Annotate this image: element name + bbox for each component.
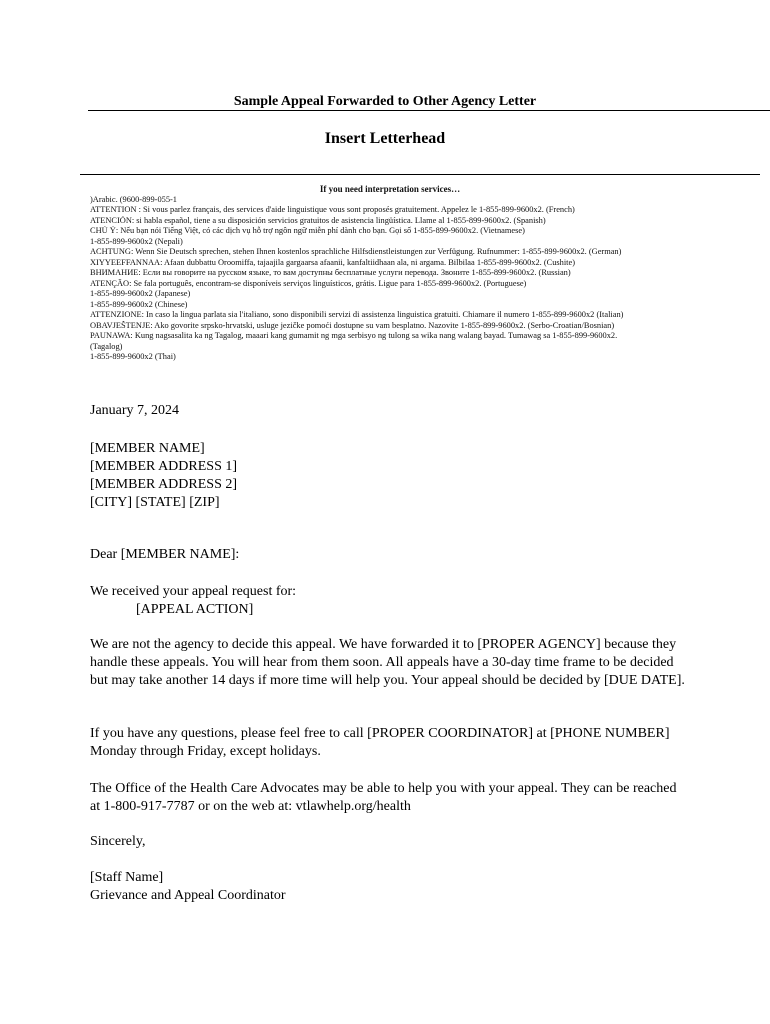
interpretation-line: PAUNAWA: Kung nagsasalita ka ng Tagalog, maaari kang gumamit ng mga serbisyo ng tulong sa wika nang walang bayad. Tumawag sa 1-855-899-9600x2. <box>90 331 618 340</box>
appeal-action: [APPEAL ACTION] <box>136 602 254 617</box>
interpretation-line: OBAVJEŠTENJE: Ako govorite srpsko-hrvatski, usluge jezičke pomoći dostupne su vam besplatno. Nazovite 1-855-899-9600x2. (Serbo-Croatian/Bosnian) <box>90 320 615 330</box>
interpretation-line: (Tagalog) <box>90 341 123 351</box>
interpretation-line: 1-855-899-9600x2 (Thai) <box>90 352 176 361</box>
letterhead-placeholder: Insert Letterhead <box>324 130 446 147</box>
member-address-1: [MEMBER ADDRESS 1] <box>90 459 238 474</box>
interpretation-line: 1-855-899-9600x2 (Chinese) <box>90 299 188 309</box>
member-name: [MEMBER NAME] <box>90 441 205 456</box>
interpretation-line: CHÚ Ý: Nếu bạn nói Tiếng Việt, có các dịch vụ hỗ trợ ngôn ngữ miễn phí dành cho bạn. Gọi số 1-855-899-9600x2. (Vietnamese) <box>90 226 525 235</box>
interpretation-notice <box>90 184 690 363</box>
interpretation-heading: If you need interpretation services… <box>319 184 461 194</box>
city-state-zip: [CITY] [STATE] [ZIP] <box>90 495 220 510</box>
letter-date: January 7, 2024 <box>90 403 180 418</box>
document-title: Sample Appeal Forwarded to Other Agency Letter <box>233 94 537 109</box>
staff-title: Grievance and Appeal Coordinator <box>90 888 286 903</box>
interpretation-line: XIYYEEFFANNAA: Afaan dubbattu Oroomiffa, tajaajila gargaarsa afaanii, kanfaltiidhaan ala, ni argama. Bilbilaa 1-855-899-9600x2. (Cushite) <box>90 257 575 267</box>
closing: Sincerely, <box>90 834 146 849</box>
staff-name: [Staff Name] <box>90 870 164 885</box>
address-block <box>90 440 690 512</box>
signature-block <box>90 869 690 905</box>
interpretation-line: ACHTUNG: Wenn Sie Deutsch sprechen, stehen Ihnen kostenlos sprachliche Hilfsdienstleistungen zur Verfügung. Rufnummer: 1-855-899-9600x2. (German) <box>90 247 622 256</box>
interpretation-line: ВНИМАНИЕ: Если вы говорите на русском языке, то вам доступны бесплатные услуги перевода. Звоните 1-855-899-9600x2. (Russian) <box>90 268 571 277</box>
interpretation-lines <box>90 195 690 363</box>
interpretation-line: 1-855-899-9600x2 (Nepali) <box>90 236 183 246</box>
interpretation-line: ATTENTION : Si vous parlez français, des services d'aide linguistique vous sont proposés gratuitement. Appelez le 1-855-899-9600x2. (French) <box>90 205 575 214</box>
paragraph-forwarded: We are not the agency to decide this appeal. We have forwarded it to [PROPER AGENCY] because they handle these appeals. You will hear from them soon. All appeals have a 30-day time frame to be decided but may take another 14 days if more time will help you. Your appeal should be decided by [DUE DATE]. <box>90 637 685 688</box>
salutation: Dear [MEMBER NAME]: <box>90 547 240 562</box>
interpretation-line: ATTENZIONE: In caso la lingua parlata sia l'italiano, sono disponibili servizi di assistenza linguistica gratuiti. Chiamare il numero 1-855-899-9600x2 (Italian) <box>90 310 624 319</box>
paragraph-advocates: The Office of the Health Care Advocates may be able to help you with your appeal. They can be reached at 1-800-917-7787 or on the web at: vtlawhelp.org/health <box>90 781 677 814</box>
interpretation-line: ATENÇÃO: Se fala português, encontram-se disponíveis serviços linguísticos, grátis. Ligue para 1-855-899-9600x2. (Portuguese) <box>90 278 527 288</box>
interpretation-line: )Arabic. (9600-899-055-1 <box>90 194 177 204</box>
title-rule <box>88 110 770 111</box>
interpretation-line: ATENCIÓN: si habla español, tiene a su disposición servicios gratuitos de asistencia lingüística. Llame al 1-855-899-9600x2. (Spanish) <box>90 215 546 225</box>
letterhead-rule <box>80 174 760 175</box>
interpretation-line: 1-855-899-9600x2 (Japanese) <box>90 289 191 298</box>
paragraph-questions: If you have any questions, please feel free to call [PROPER COORDINATOR] at [PHONE NUMBER] Monday through Friday, except holidays. <box>90 726 670 759</box>
received-text: We received your appeal request for: <box>90 584 297 599</box>
member-address-2: [MEMBER ADDRESS 2] <box>90 477 238 492</box>
received-block <box>90 583 690 619</box>
